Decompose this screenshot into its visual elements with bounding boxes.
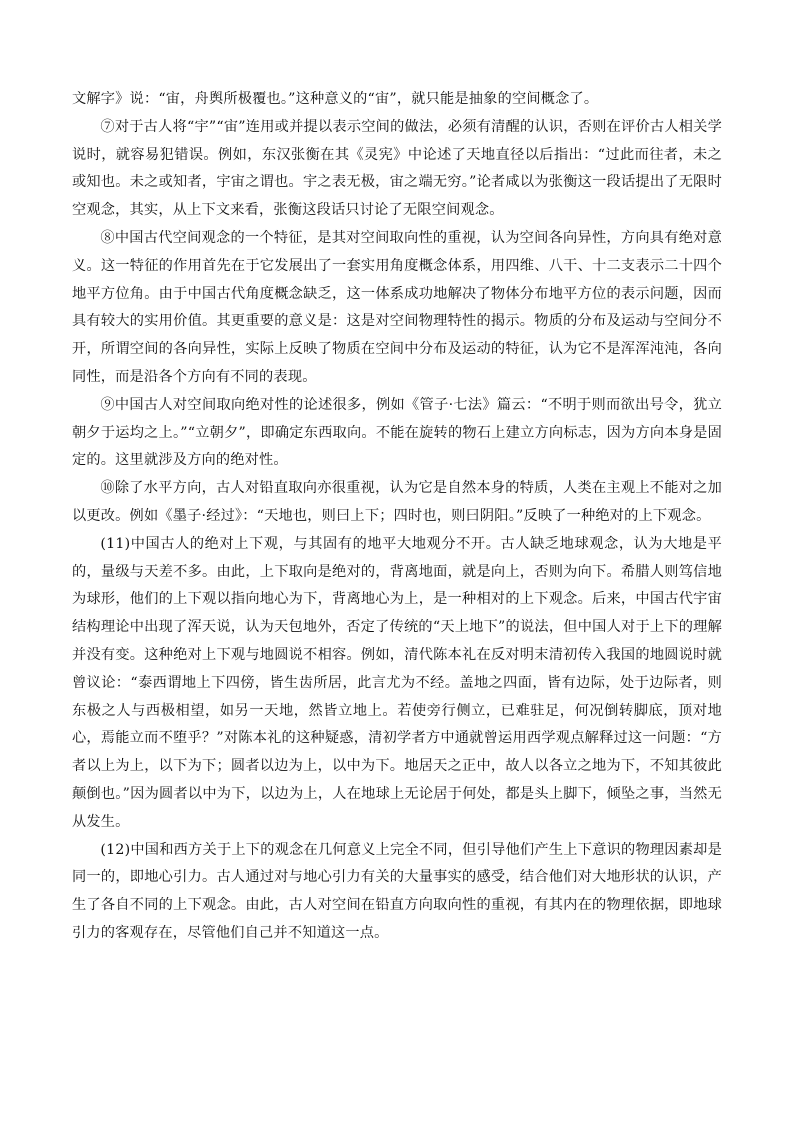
paragraph-12: (12)中国和西方关于上下的观念在几何意义上完全不同，但引导他们产生上下意识的物理因素却是同一的，即地心引力。古人通过对与地心引力有关的大量事实的感受，结合他们对大地形状的认识，产生了各自不同的上下观念。由此，古人对空间在铅直方向取向性的重视，有其内在的物理依据，即地球引力的客观存在，尽管他们自己并不知道这一点。 (72, 841, 722, 941)
paragraph-11: (11)中国古人的绝对上下观，与其固有的地平大地观分不开。古人缺乏地球观念，认为大地是平的，量级与天差不多。由此，上下取向是绝对的，背离地面，就是向上，否则为向下。希腊人则笃信地为球形，他们的上下观以指向地心为下，背离地心为上，是一种相对的上下观念。后来，中国古代宇宙结构理论中出现了浑天说，认为天包地外，否定了传统的“天上地下”的说法，但中国人对于上下的理解并没有变。这种绝对上下观与地圆说不相容。例如，清代陈本礼在反对明末清初传入我国的地圆说时就曾议论：“泰西谓地上下四傍，皆生齿所居，此言尤为不经。盖地之四面，皆有边际，处于边际者，则东极之人与西极相望，如另一天地，然皆立地上。若使旁行侧立，已难驻足，何况倒转脚底，顶对地心，焉能立而不堕乎？”对陈本礼的这种疑惑，清初学者方中通就曾运用西学观点解释过这一问题：“方者以上为上，以下为下；圆者以边为上，以中为下。地居天之正中，故人以各立之地为下，不知其彼此颠倒也。”因为圆者以中为下，以边为上，人在地球上无论居于何处，都是头上脚下，倾坠之事，当然无从发生。 (72, 535, 722, 830)
paragraph-continuation: 文解字》说：“宙，舟舆所极覆也。”这种意义的“宙”，就只能是抽象的空间概念了。 (72, 91, 599, 107)
paragraph-7: ⑦对于古人将“宇”“宙”连用或并提以表示空间的做法，必须有清醒的认识，否则在评价古人相关学说时，就容易犯错误。例如，东汉张衡在其《灵宪》中论述了天地直径以后指出：“过此而往者，未之或知也。未之或知者，宇宙之谓也。宇之表无极，宙之端无穷。”论者咸以为张衡这一段话提出了无限时空观念，其实，从上下文来看，张衡这段话只讨论了无限空间观念。 (72, 118, 722, 219)
paragraph-10: ⑩除了水平方向，古人对铅直取向亦很重视，认为它是自然本身的特质，人类在主观上不能对之加以更改。例如《墨子·经过》：“天地也，则曰上下；四时也，则曰阴阳。”反映了一种绝对的上下观念。 (72, 480, 722, 524)
paragraph-9: ⑨中国古人对空间取向绝对性的论述很多，例如《管子·七法》篇云：“不明于则而欲出号令，犹立朝夕于运均之上。”“立朝夕”，即确定东西取向。不能在旋转的物石上建立方向标志，因为方向本身是固定的。这里就涉及方向的绝对性。 (72, 396, 722, 469)
paragraph-8: ⑧中国古代空间观念的一个特征，是其对空间取向性的重视，认为空间各向异性，方向具有绝对意义。这一特征的作用首先在于它发展出了一套实用角度概念体系，用四维、八干、十二支表示二十四个地平方位角。由于中国古代角度概念缺乏，这一体系成功地解决了物体分布地平方位的表示问题，因而具有较大的实用价值。其更重要的意义是：这是对空间物理特性的揭示。物质的分布及运动与空间分不开，所谓空间的各向异性，实际上反映了物质在空间中分布及运动的特征，认为它不是浑浑沌沌，各向同性，而是沿各个方向有不同的表现。 (72, 229, 722, 385)
document-page (72, 86, 722, 948)
